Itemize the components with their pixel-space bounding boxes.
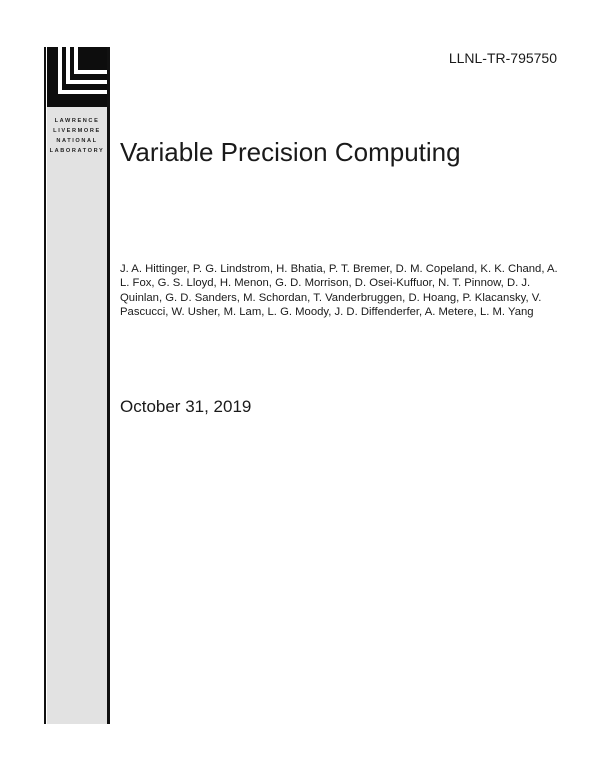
lab-name-line: LIVERMORE	[53, 128, 101, 134]
report-number: LLNL-TR-795750	[448, 50, 557, 66]
author-list: J. A. Hittinger, P. G. Lindstrom, H. Bhatia, P. T. Bremer, D. M. Copeland, K. K. Chand, A. L. Fox, G. S. Lloyd, H. Menon, G. D. Morrison, D. Osei-Kuffuor, N. T. Pinnow, D. J. Quinlan, G. D. Sanders, M. Schordan, T. Vanderbruggen, D. Hoang, P. Klacansky, V. Pascucci, W. Usher, M. Lam, L. G. Moody, J. D. Diffenderfer, A. Metere, L. M. Yang	[120, 263, 558, 318]
lab-name-line: LAWRENCE	[54, 118, 100, 124]
publication-date: October 31, 2019	[120, 397, 252, 416]
lab-name-line: NATIONAL	[56, 138, 98, 144]
lab-name-line: LABORATORY	[49, 148, 105, 154]
right-border-line	[107, 47, 110, 724]
lab-name	[47, 116, 107, 156]
llnl-logo-icon	[47, 47, 107, 107]
left-border-line	[44, 47, 46, 724]
document-title: Variable Precision Computing	[120, 137, 461, 167]
